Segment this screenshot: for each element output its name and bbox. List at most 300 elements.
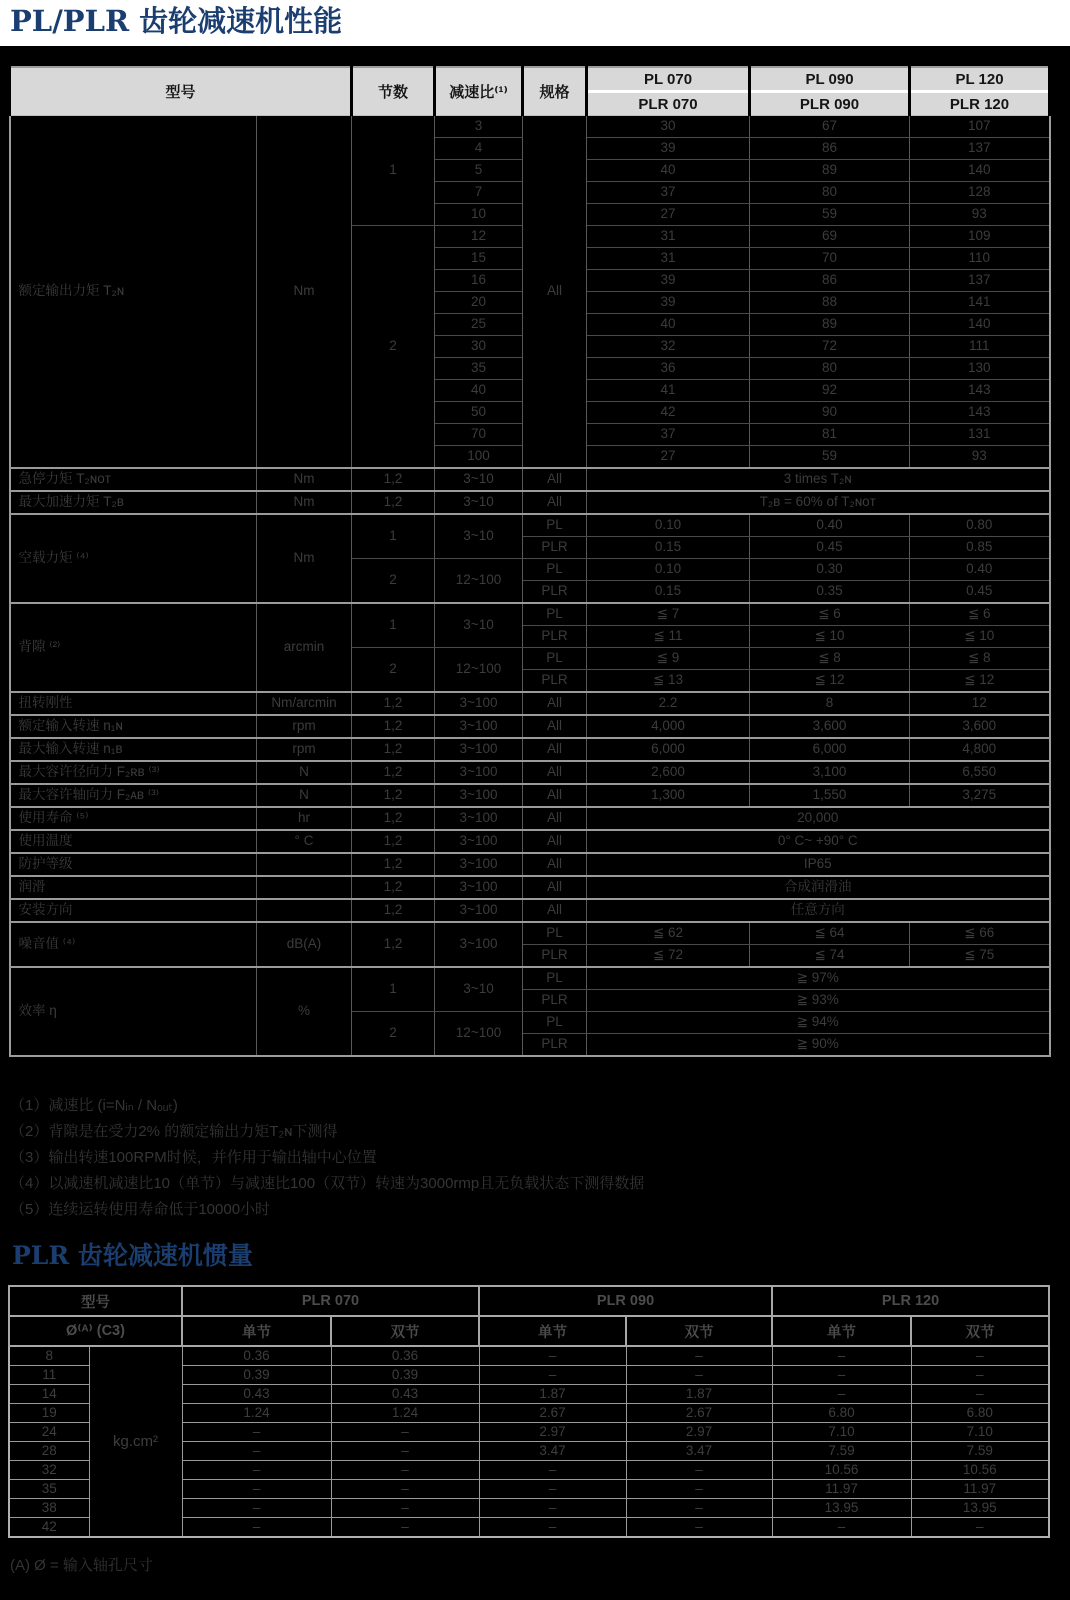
table-cell: 13.95 — [911, 1499, 1049, 1518]
table-cell: ≦ 8 — [910, 648, 1050, 670]
table-cell: 1,2 — [352, 830, 435, 853]
table-cell: 防护等级 — [10, 853, 257, 876]
table-cell: 40 — [587, 314, 750, 336]
table-cell: ≧ 97% — [587, 967, 1050, 990]
header-cell: 型号 — [9, 1286, 182, 1316]
header-cell: 双节 — [626, 1316, 772, 1346]
header-cell: PL 120 — [910, 67, 1050, 92]
table-cell: 1 — [352, 603, 435, 648]
table-cell: 13.95 — [772, 1499, 911, 1518]
table-cell: – — [626, 1346, 772, 1366]
table-cell: 130 — [910, 358, 1050, 380]
table-cell: – — [479, 1366, 626, 1385]
table-cell: 11.97 — [911, 1480, 1049, 1499]
footnote-4: （4）以减速机减速比10（单节）与减速比100（双节）转速为3000rmp且无负载状态下测得数据 — [10, 1175, 645, 1192]
table-cell: 137 — [910, 270, 1050, 292]
table-cell: 1.24 — [331, 1404, 479, 1423]
table-cell: 31 — [587, 226, 750, 248]
table-cell: 使用寿命 ⁽⁵⁾ — [10, 807, 257, 830]
table-cell: 4,000 — [587, 715, 750, 738]
table-cell: 1.87 — [479, 1385, 626, 1404]
table-cell: – — [626, 1499, 772, 1518]
table-cell: 110 — [910, 248, 1050, 270]
table-cell: ≦ 64 — [750, 922, 910, 945]
table-cell: 10 — [435, 204, 523, 226]
table-cell: All — [523, 830, 587, 853]
table-cell: 0.30 — [750, 559, 910, 581]
table-cell: Nm — [257, 514, 352, 603]
table-cell: 3 — [435, 116, 523, 138]
table-cell: 0.35 — [750, 581, 910, 604]
table-cell: – — [331, 1499, 479, 1518]
table-cell: 37 — [587, 424, 750, 446]
table-cell: – — [911, 1385, 1049, 1404]
table-row — [10, 715, 1050, 738]
table-cell: N — [257, 761, 352, 784]
table-row — [10, 491, 1050, 514]
table-cell: 11.97 — [772, 1480, 911, 1499]
table-cell: ≦ 6 — [910, 603, 1050, 626]
table-cell: 50 — [435, 402, 523, 424]
header-cell: PLR 120 — [910, 92, 1050, 116]
table-cell: 3~10 — [435, 468, 523, 491]
table-cell: ≦ 7 — [587, 603, 750, 626]
table-row — [10, 738, 1050, 761]
table-cell: 3~100 — [435, 899, 523, 922]
table-cell: 3~10 — [435, 967, 523, 1012]
table-cell: T₂ʙ = 60% of T₂ɴᴏᴛ — [587, 491, 1050, 514]
table-cell: ≦ 72 — [587, 945, 750, 968]
table-cell: 1,550 — [750, 784, 910, 807]
table-cell: 12~100 — [435, 648, 523, 693]
table-cell: ≦ 6 — [750, 603, 910, 626]
table-cell: kg.cm² — [89, 1346, 182, 1537]
table-cell: 28 — [9, 1442, 89, 1461]
table-cell: PL — [523, 1012, 587, 1034]
table-cell: – — [182, 1442, 331, 1461]
table-cell: N — [257, 784, 352, 807]
table-cell: 93 — [910, 446, 1050, 469]
table-cell: 0° C~ +90° C — [587, 830, 1050, 853]
table-cell: PL — [523, 514, 587, 537]
table-cell: – — [911, 1366, 1049, 1385]
table-cell: All — [523, 807, 587, 830]
table-cell: PLR — [523, 1034, 587, 1057]
table-cell: 90 — [750, 402, 910, 424]
table-cell: 7.10 — [772, 1423, 911, 1442]
table-cell: 93 — [910, 204, 1050, 226]
table-cell: 3~100 — [435, 784, 523, 807]
table-cell: 20 — [435, 292, 523, 314]
table-cell: – — [331, 1461, 479, 1480]
table-cell: ≦ 62 — [587, 922, 750, 945]
table-cell: PL — [523, 603, 587, 626]
table-cell: 2.2 — [587, 692, 750, 715]
table-cell: 6,000 — [750, 738, 910, 761]
table-row — [10, 807, 1050, 830]
footnote-2: （2）背隙是在受力2% 的额定输出力矩T₂ɴ下测得 — [10, 1123, 338, 1140]
table-cell: 35 — [9, 1480, 89, 1499]
table-cell: dB(A) — [257, 922, 352, 967]
header-cell: PL 090 — [750, 67, 910, 92]
table-cell: ≦ 13 — [587, 670, 750, 693]
table-row — [10, 468, 1050, 491]
table-cell: 1,2 — [352, 692, 435, 715]
table-cell: 12 — [910, 692, 1050, 715]
table-cell: 80 — [750, 358, 910, 380]
table-cell — [257, 899, 352, 922]
table-cell: 12~100 — [435, 559, 523, 604]
table-cell: 6.80 — [772, 1404, 911, 1423]
table-cell: hr — [257, 807, 352, 830]
table-cell: 10.56 — [772, 1461, 911, 1480]
table-cell: 39 — [587, 270, 750, 292]
table-cell: Nm — [257, 116, 352, 469]
table-cell: ≦ 12 — [910, 670, 1050, 693]
table-cell: 额定输出力矩 T₂ɴ — [10, 116, 257, 469]
table-cell: 0.43 — [182, 1385, 331, 1404]
table-cell: 4 — [435, 138, 523, 160]
table-cell: – — [182, 1480, 331, 1499]
header-cell: 节数 — [352, 67, 435, 116]
table-cell: 89 — [750, 160, 910, 182]
table-cell: 70 — [750, 248, 910, 270]
table-cell: – — [331, 1480, 479, 1499]
table-cell: 6.80 — [911, 1404, 1049, 1423]
table-cell: 38 — [9, 1499, 89, 1518]
table-cell: 3~100 — [435, 830, 523, 853]
header-row — [9, 1286, 1049, 1316]
table-cell: 1,2 — [352, 491, 435, 514]
table-row — [10, 692, 1050, 715]
table-cell: PLR — [523, 670, 587, 693]
header-cell: 单节 — [772, 1316, 911, 1346]
table-cell: 1,2 — [352, 922, 435, 967]
table-cell: 4,800 — [910, 738, 1050, 761]
table-cell: 37 — [587, 182, 750, 204]
table-cell: – — [626, 1518, 772, 1538]
table-cell: All — [523, 692, 587, 715]
table-cell: % — [257, 967, 352, 1056]
table-cell: 6,000 — [587, 738, 750, 761]
table-cell: 1,2 — [352, 761, 435, 784]
footnotes — [10, 1093, 1070, 1223]
table-cell: 3~100 — [435, 761, 523, 784]
table-cell: 最大加速力矩 T₂ʙ — [10, 491, 257, 514]
table-row — [10, 853, 1050, 876]
table-cell: 2 — [352, 226, 435, 469]
table-cell: 140 — [910, 160, 1050, 182]
table-row — [10, 922, 1050, 945]
table-cell: PLR — [523, 945, 587, 968]
table-cell: 3~100 — [435, 738, 523, 761]
table-cell: – — [479, 1518, 626, 1538]
table-cell: 0.36 — [331, 1346, 479, 1366]
page-title: PL/PLR 齿轮减速机性能 — [10, 4, 343, 38]
table-cell: 12 — [435, 226, 523, 248]
table-cell: 效率 η — [10, 967, 257, 1056]
table-cell: – — [626, 1461, 772, 1480]
table-cell: All — [523, 853, 587, 876]
table-cell: 2.97 — [479, 1423, 626, 1442]
inertia-table — [8, 1285, 1050, 1538]
table-cell: – — [911, 1346, 1049, 1366]
table-cell: – — [479, 1499, 626, 1518]
table-cell: All — [523, 761, 587, 784]
table-cell: Nm — [257, 468, 352, 491]
table-cell: 109 — [910, 226, 1050, 248]
table-cell: 0.10 — [587, 514, 750, 537]
table-cell: – — [182, 1461, 331, 1480]
footnote-5: （5）连续运转使用寿命低于10000小时 — [10, 1201, 271, 1218]
table-cell: 最大容许轴向力 F₂ᴀʙ ⁽³⁾ — [10, 784, 257, 807]
table-cell: 0.39 — [182, 1366, 331, 1385]
table-cell: – — [772, 1385, 911, 1404]
table-cell: 3.47 — [479, 1442, 626, 1461]
table-cell: 润滑 — [10, 876, 257, 899]
table-cell: 3~10 — [435, 603, 523, 648]
table-row — [10, 830, 1050, 853]
table-cell: 0.80 — [910, 514, 1050, 537]
table-cell: 3,600 — [750, 715, 910, 738]
table-cell: IP65 — [587, 853, 1050, 876]
table-cell: All — [523, 468, 587, 491]
table-cell: 任意方向 — [587, 899, 1050, 922]
table-cell: 0.15 — [587, 537, 750, 559]
table-cell: 0.39 — [331, 1366, 479, 1385]
header-cell: 双节 — [331, 1316, 479, 1346]
table-row — [10, 876, 1050, 899]
header-cell: PLR 090 — [479, 1286, 772, 1316]
table-cell: 2 — [352, 1012, 435, 1057]
table-cell: 2.67 — [479, 1404, 626, 1423]
table-cell: ≦ 66 — [910, 922, 1050, 945]
table-row — [10, 899, 1050, 922]
header-cell: 双节 — [911, 1316, 1049, 1346]
table-cell: ≦ 12 — [750, 670, 910, 693]
table-cell: 88 — [750, 292, 910, 314]
table-cell: 0.45 — [750, 537, 910, 559]
table-cell: 安装方向 — [10, 899, 257, 922]
table-cell: 25 — [435, 314, 523, 336]
table-cell: 80 — [750, 182, 910, 204]
table-cell: All — [523, 738, 587, 761]
table-cell: 10.56 — [911, 1461, 1049, 1480]
table-cell: ≦ 8 — [750, 648, 910, 670]
table-cell: 128 — [910, 182, 1050, 204]
table-cell: 3~100 — [435, 807, 523, 830]
table-cell: 14 — [9, 1385, 89, 1404]
table-cell: 3 times T₂ɴ — [587, 468, 1050, 491]
table-cell: 额定输入转速 n₁ɴ — [10, 715, 257, 738]
table-cell: 3~100 — [435, 876, 523, 899]
table-cell: – — [772, 1366, 911, 1385]
table-cell: 7 — [435, 182, 523, 204]
table-cell: 0.36 — [182, 1346, 331, 1366]
table-cell: PLR — [523, 990, 587, 1012]
table-cell: 使用温度 — [10, 830, 257, 853]
table-cell: rpm — [257, 738, 352, 761]
table-cell: 0.10 — [587, 559, 750, 581]
table-cell: – — [331, 1423, 479, 1442]
header-cell: PL 070 — [587, 67, 750, 92]
table-cell: – — [911, 1518, 1049, 1538]
table-cell: 最大容许径向力 F₂ʀʙ ⁽³⁾ — [10, 761, 257, 784]
table-cell: All — [523, 784, 587, 807]
table-cell: 7.59 — [772, 1442, 911, 1461]
table-cell: 31 — [587, 248, 750, 270]
table-cell: 143 — [910, 402, 1050, 424]
header-cell: 单节 — [479, 1316, 626, 1346]
table-cell: 89 — [750, 314, 910, 336]
table-cell: 92 — [750, 380, 910, 402]
footnote-1: （1）减速比 (i=Nᵢₙ / Nₒᵤₜ) — [10, 1097, 178, 1114]
table-cell: 3~100 — [435, 922, 523, 967]
table-cell: 0.85 — [910, 537, 1050, 559]
table-cell: 3.47 — [626, 1442, 772, 1461]
table-row — [10, 116, 1050, 138]
table-cell: 1,2 — [352, 784, 435, 807]
table-cell: 1,2 — [352, 876, 435, 899]
table-cell: 空载力矩 ⁽⁴⁾ — [10, 514, 257, 603]
table-cell: 噪音值 ⁽⁴⁾ — [10, 922, 257, 967]
table-cell: 1.87 — [626, 1385, 772, 1404]
table-cell: PL — [523, 648, 587, 670]
header-cell: 型号 — [10, 67, 352, 116]
table-cell: rpm — [257, 715, 352, 738]
table-cell: – — [182, 1518, 331, 1538]
table-cell: 1,2 — [352, 715, 435, 738]
table-cell: 最大输入转速 n₁ʙ — [10, 738, 257, 761]
table-cell: 合成润滑油 — [587, 876, 1050, 899]
table-cell: 5 — [435, 160, 523, 182]
header-cell: 单节 — [182, 1316, 331, 1346]
table-cell: 1,2 — [352, 899, 435, 922]
table-cell: 1.24 — [182, 1404, 331, 1423]
table-cell: 1 — [352, 514, 435, 559]
table-cell: 141 — [910, 292, 1050, 314]
table-cell: 3,275 — [910, 784, 1050, 807]
table-cell: 1 — [352, 116, 435, 226]
table-cell: 32 — [9, 1461, 89, 1480]
table-cell: 27 — [587, 446, 750, 469]
table-cell: 3,100 — [750, 761, 910, 784]
table-cell: 143 — [910, 380, 1050, 402]
table-cell: PL — [523, 967, 587, 990]
table-cell: Nm — [257, 491, 352, 514]
table-cell: 24 — [9, 1423, 89, 1442]
table-cell: – — [331, 1518, 479, 1538]
table-cell: 36 — [587, 358, 750, 380]
table-cell: – — [182, 1423, 331, 1442]
table-cell: 3~10 — [435, 491, 523, 514]
table-cell: All — [523, 116, 587, 469]
table-cell: PLR — [523, 537, 587, 559]
table-cell: 40 — [435, 380, 523, 402]
table-cell: ≦ 9 — [587, 648, 750, 670]
table-cell: 0.43 — [331, 1385, 479, 1404]
table-cell: 41 — [587, 380, 750, 402]
header-cell: 规格 — [523, 67, 587, 116]
header-row — [9, 1316, 1049, 1346]
table-cell: 30 — [435, 336, 523, 358]
table-cell: 86 — [750, 270, 910, 292]
table-cell: 2.67 — [626, 1404, 772, 1423]
table-cell: 1,2 — [352, 853, 435, 876]
table-cell: – — [479, 1346, 626, 1366]
table-cell: 12~100 — [435, 1012, 523, 1057]
table-cell: 3~100 — [435, 692, 523, 715]
table-cell: 42 — [9, 1518, 89, 1538]
table-cell: – — [626, 1366, 772, 1385]
table-cell: All — [523, 876, 587, 899]
table-cell: arcmin — [257, 603, 352, 692]
table-cell: 1,2 — [352, 807, 435, 830]
table-cell: ≧ 93% — [587, 990, 1050, 1012]
table-cell: 3~100 — [435, 853, 523, 876]
table-cell: 6,550 — [910, 761, 1050, 784]
table-cell: PL — [523, 922, 587, 945]
table-cell: 2,600 — [587, 761, 750, 784]
table-row — [10, 784, 1050, 807]
table-cell: 131 — [910, 424, 1050, 446]
table-row — [10, 514, 1050, 537]
table-cell: 27 — [587, 204, 750, 226]
table-cell: 3,600 — [910, 715, 1050, 738]
table-cell: 111 — [910, 336, 1050, 358]
table-cell: 39 — [587, 292, 750, 314]
table-cell: 59 — [750, 446, 910, 469]
table-cell: 1,300 — [587, 784, 750, 807]
table-cell: Nm/arcmin — [257, 692, 352, 715]
header-cell: PLR 070 — [587, 92, 750, 116]
table-cell: 1 — [352, 967, 435, 1012]
table-cell: 40 — [587, 160, 750, 182]
header-cell: 减速比⁽¹⁾ — [435, 67, 523, 116]
table-cell: 100 — [435, 446, 523, 469]
table-cell: 1,2 — [352, 738, 435, 761]
table-cell: 背隙 ⁽²⁾ — [10, 603, 257, 692]
table-cell: ≧ 94% — [587, 1012, 1050, 1034]
table-cell: ≦ 75 — [910, 945, 1050, 968]
table-cell: – — [772, 1518, 911, 1538]
table-cell: All — [523, 899, 587, 922]
table-cell: 0.40 — [750, 514, 910, 537]
table-cell: 扭转刚性 — [10, 692, 257, 715]
table-cell: – — [331, 1442, 479, 1461]
table-cell: – — [772, 1346, 911, 1366]
table-cell: 140 — [910, 314, 1050, 336]
table-cell: 0.40 — [910, 559, 1050, 581]
table-cell: 7.10 — [911, 1423, 1049, 1442]
table-cell: All — [523, 715, 587, 738]
header-cell: PLR 120 — [772, 1286, 1049, 1316]
table-cell: 11 — [9, 1366, 89, 1385]
table-cell: 137 — [910, 138, 1050, 160]
table-cell: 20,000 — [587, 807, 1050, 830]
table-cell: 69 — [750, 226, 910, 248]
header-cell: PLR 070 — [182, 1286, 479, 1316]
table-cell: 7.59 — [911, 1442, 1049, 1461]
table-cell: ≦ 11 — [587, 626, 750, 648]
table-cell: 0.45 — [910, 581, 1050, 604]
table-cell: 2 — [352, 559, 435, 604]
table-cell: – — [479, 1480, 626, 1499]
table-cell: 15 — [435, 248, 523, 270]
footnote-3: （3）输出转速100RPM时候，并作用于输出轴中心位置 — [10, 1149, 377, 1166]
table-row — [10, 761, 1050, 784]
table-cell: – — [182, 1499, 331, 1518]
